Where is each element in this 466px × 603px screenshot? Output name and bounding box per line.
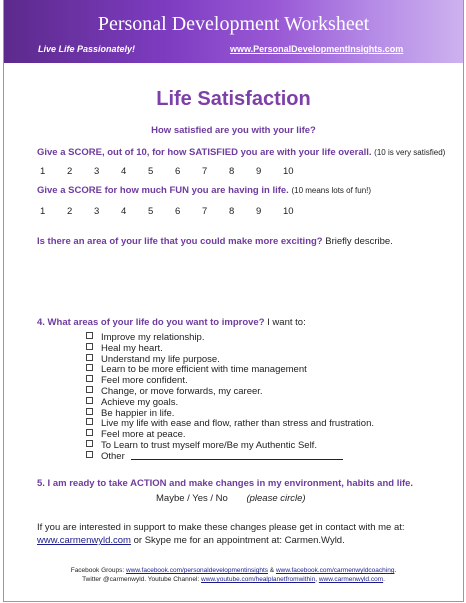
satisfied-scale (37, 166, 317, 178)
checklist-item (86, 429, 374, 440)
checklist-item-label: Be happier in life. (101, 407, 175, 419)
checklist-item-label: Achieve my goals. (101, 396, 179, 408)
satisfied-note: (10 is very satisfied) (374, 148, 446, 157)
checkbox[interactable] (86, 354, 93, 361)
scale-option[interactable]: 7 (202, 166, 208, 177)
checklist-item-label: Feel more at peace. (101, 429, 186, 441)
scale-option[interactable]: 4 (121, 166, 127, 177)
satisfied-keyword: SATISFIED (189, 147, 238, 158)
checkbox[interactable] (86, 429, 93, 436)
scale-option[interactable]: 5 (148, 206, 154, 217)
checklist-item (86, 354, 374, 365)
action-question: 5. I am ready to take ACTION and make changes in my environment, habits and life. (37, 478, 414, 489)
footer-separator: , (315, 576, 319, 583)
worksheet-page (3, 0, 464, 602)
footer-period: . (394, 567, 397, 574)
scale-option[interactable]: 7 (202, 206, 208, 217)
scale-option[interactable]: 9 (256, 166, 262, 177)
checklist-item (86, 397, 374, 408)
checkbox[interactable] (86, 451, 93, 458)
checklist-item-label: Heal my heart. (101, 342, 163, 354)
checkbox[interactable] (86, 418, 93, 425)
scale-option[interactable]: 1 (40, 206, 46, 217)
fun-keyword: FUN (169, 185, 190, 196)
footer-period: . (383, 576, 385, 583)
fun-prefix: Give a SCORE for how much (37, 185, 170, 196)
header-banner (4, 0, 463, 63)
scale-option[interactable]: 10 (283, 206, 294, 217)
scale-option[interactable]: 10 (283, 166, 294, 177)
header-title: Personal Development Worksheet (97, 13, 370, 35)
checklist-item-label: Live my life with ease and flow, rather than stress and frustration. (101, 418, 374, 430)
contact-line: If you are interested in support to make these changes please get in contact with me at: (37, 522, 405, 533)
fun-scale (37, 206, 317, 218)
scale-option[interactable]: 2 (67, 166, 73, 177)
scale-option[interactable]: 1 (40, 166, 46, 177)
intro-question: How satisfied are you with your life? (151, 125, 316, 136)
improve-question-text: 4. What areas of your life do you want to improve? (37, 317, 265, 328)
website-link[interactable]: www.carmenwyld.com (37, 535, 131, 546)
checkbox[interactable] (86, 397, 93, 404)
facebook-link-coaching[interactable]: www.facebook.com/carmenwyldcoaching (275, 567, 395, 574)
contact-text (37, 521, 437, 547)
exciting-question (37, 236, 393, 247)
answer-options[interactable]: Maybe / Yes / No (156, 493, 228, 504)
scale-option[interactable]: 9 (256, 206, 262, 217)
checklist-item (86, 418, 374, 429)
header-url-link[interactable]: www.PersonalDevelopmentInsights.com (230, 44, 404, 54)
improve-checklist (86, 332, 374, 462)
checklist-item-label: To Learn to trust myself more/Be my Authentic Self. (101, 439, 317, 451)
scale-option[interactable]: 8 (229, 206, 235, 217)
checkbox[interactable] (86, 386, 93, 393)
checklist-item-label: Learn to be more efficient with time management (101, 364, 307, 376)
checklist-item (86, 332, 374, 343)
facebook-link-pdi[interactable]: www.facebook.com/personaldevelopmentinsights (126, 567, 268, 574)
scale-option[interactable]: 2 (67, 206, 73, 217)
checklist-item (86, 364, 374, 375)
footer-website-link[interactable]: www.carmenwyld.com (318, 576, 384, 583)
scale-option[interactable]: 3 (94, 206, 100, 217)
other-fill-line[interactable] (131, 451, 343, 460)
fun-suffix: you are having in life. (189, 185, 289, 196)
scale-option[interactable]: 4 (121, 206, 127, 217)
checklist-item-label: Improve my relationship. (101, 332, 205, 343)
checkbox[interactable] (86, 332, 93, 339)
fun-note: (10 means lots of fun!) (291, 186, 372, 195)
checklist-item (86, 386, 374, 397)
footer-twitter-label: Twitter @carmenwyld. Youtube Channel: (82, 576, 202, 583)
page-title: Life Satisfaction (156, 88, 311, 110)
checklist-item-label: Change, or move forwards, my career. (101, 385, 263, 397)
satisfied-score-question (37, 147, 445, 158)
checkbox[interactable] (86, 364, 93, 371)
checklist-item (86, 343, 374, 354)
contact-skype: or Skype me for an appointment at: Carmen.Wyld. (130, 535, 345, 546)
action-answer (156, 493, 306, 504)
checkbox[interactable] (86, 440, 93, 447)
footer-facebook-label: Facebook Groups: (70, 567, 126, 574)
checkbox[interactable] (86, 408, 93, 415)
scale-option[interactable]: 8 (229, 166, 235, 177)
header-tagline: Live Life Passionately! (38, 44, 136, 54)
checklist-item (86, 375, 374, 386)
checklist-item-label: Feel more confident. (101, 375, 188, 387)
checkbox[interactable] (86, 343, 93, 350)
footer-separator: & (268, 567, 276, 574)
satisfied-prefix: Give a SCORE, out of 10, for how (37, 147, 190, 158)
checklist-item (86, 408, 374, 419)
checklist-item-label: Other (101, 450, 125, 462)
satisfied-suffix: you are with your life overall. (237, 147, 372, 158)
scale-option[interactable]: 6 (175, 206, 181, 217)
exciting-question-text: Is there an area of your life that you could make more exciting? (37, 236, 323, 247)
footer (4, 566, 463, 584)
scale-option[interactable]: 3 (94, 166, 100, 177)
exciting-question-sub: Briefly describe. (322, 236, 393, 247)
fun-score-question (37, 185, 371, 196)
checklist-item (86, 440, 374, 451)
answer-hint: (please circle) (246, 493, 306, 504)
youtube-link[interactable]: www.youtube.com/healplanetfromwithin (201, 576, 316, 583)
checklist-item-label: Understand my life purpose. (101, 353, 220, 365)
improve-question-sub: I want to: (267, 317, 306, 328)
improve-question (37, 317, 306, 328)
checklist-item-other (86, 451, 374, 462)
checkbox[interactable] (86, 375, 93, 382)
scale-option[interactable]: 6 (175, 166, 181, 177)
scale-option[interactable]: 5 (148, 166, 154, 177)
